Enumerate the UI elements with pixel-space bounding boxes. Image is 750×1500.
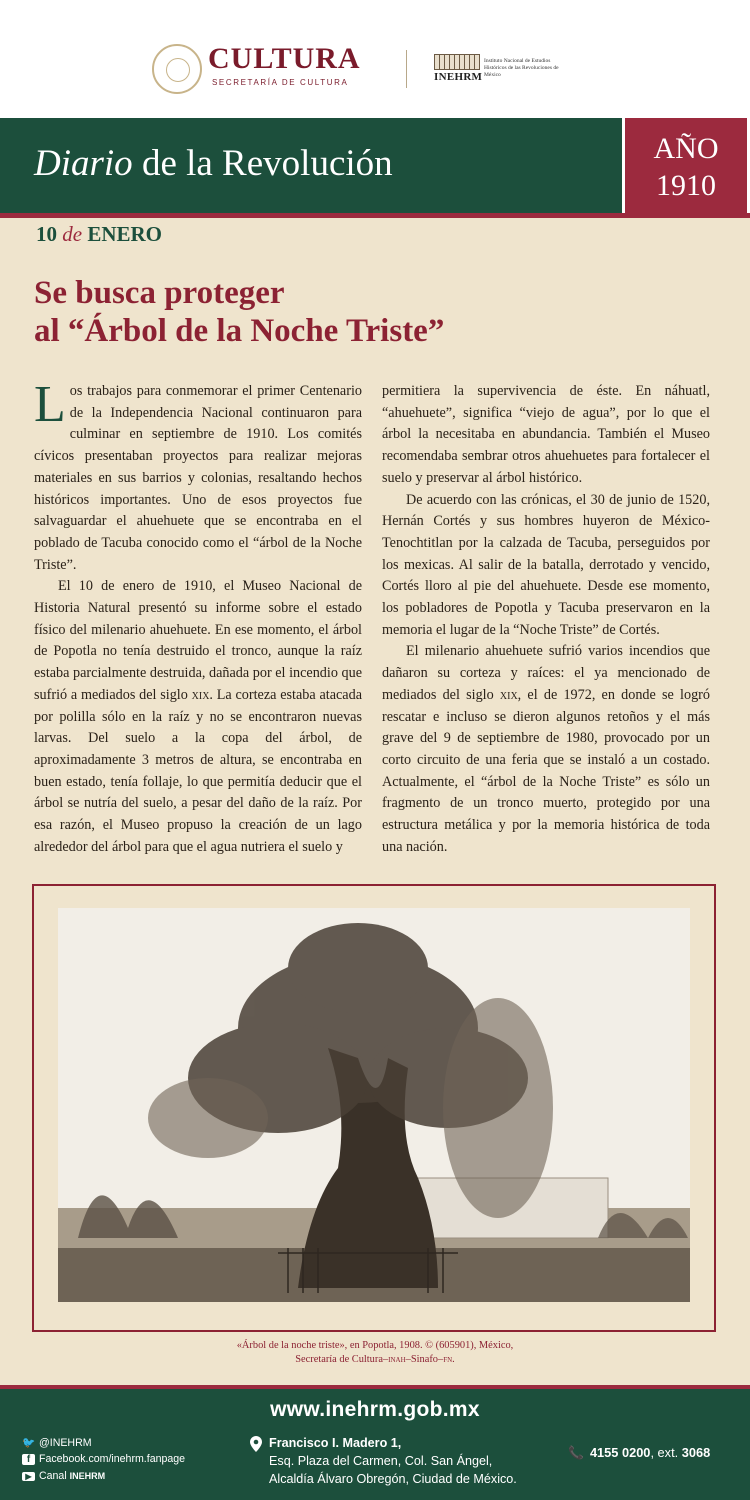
- paragraph-2-text-a: El 10 de enero de 1910, el Museo Nacional de Historia Natural presentó su informe sobre el estado físico del milenario ahuehuete. En ese momento, el árbol de Popotla no tenía destruido el tronco, aunque la raíz estaba parcialmente destruida, dañada por el incendio que sufrió a mediados del siglo: [34, 578, 362, 703]
- article-column-left: [34, 376, 362, 858]
- inehrm-logo: [434, 54, 483, 84]
- address-line-2: Esq. Plaza del Carmen, Col. San Ángel,: [269, 1454, 493, 1468]
- caption-fn: fn: [443, 1354, 453, 1365]
- historical-photo-tree: [58, 908, 690, 1302]
- year-label: AÑO: [653, 132, 719, 165]
- inehrm-logo-text: INEHRM: [434, 71, 483, 83]
- logo-divider: [406, 50, 407, 88]
- article-paragraph-3: De acuerdo con las crónicas, el 30 de junio de 1520, Hernán Cortés y sus hombres huyeron de México-Tenochtitlan por la calzada de Tacuba, perseguidos por los mexicas. Al salir de la batalla, derrotado y vencido, Cortés lloro al pie del ahuehuete. Desde ese momento, los pobladores de Popotla y Tacuba preservaron en la memoria el lugar de la “Noche Triste” de Cortés.: [382, 491, 710, 638]
- page-footer: [0, 1389, 750, 1500]
- photo-caption: [150, 1339, 600, 1367]
- paragraph-4-text-b: , el de 1972, en donde se logró rescatar e incluso se dieron algunos retoños y el más grave del 9 de septiembre de 1980, provocado por un corto circuito de una feria que se instaló a un costado. Actualmente, el “árbol de la Noche Triste” es sólo un fragmento de un tronco muerto, protegido por una estructura metálica y por la memoria histórica de toda una nación.: [382, 686, 710, 855]
- twitter-icon: 🐦: [22, 1437, 36, 1449]
- date-month: ENERO: [87, 222, 163, 246]
- twitter-link[interactable]: [22, 1436, 92, 1449]
- caption-2c: .: [452, 1354, 455, 1365]
- youtube-icon: ▶: [22, 1472, 35, 1481]
- phone-number[interactable]: [568, 1445, 710, 1461]
- caption-2a: Secretaría de Cultura–: [295, 1354, 389, 1365]
- caption-line-2: [150, 1353, 600, 1367]
- headline-line-1: Se busca proteger: [34, 275, 285, 311]
- headline-line-2: al “Árbol de la Noche Triste”: [34, 313, 445, 349]
- article-paragraph-4: [382, 641, 710, 858]
- paragraph-4-century: xix: [499, 686, 518, 703]
- paragraph-1-text: os trabajos para conmemorar el primer Centenario de la Independencia Nacional continuaron para culminar en septiembre de 1910. Los comités cívicos presentaban proyectos para realizar mejoras materiales en sus barrios y colonias, resaltando hechos históricos importantes. Uno de esos proyectos fue salvaguardar el ahuehuete que se encontraba en el poblado de Tacuba conocido como el “árbol de la Noche Triste”.: [34, 383, 362, 573]
- facebook-link[interactable]: [22, 1453, 185, 1465]
- series-title: [34, 142, 393, 185]
- year-value: 1910: [656, 169, 716, 202]
- date-day: 10: [36, 222, 57, 246]
- youtube-prefix: Canal: [39, 1470, 70, 1482]
- tree-photo-illustration: [58, 908, 690, 1302]
- address-line-3: Alcaldía Álvaro Obregón, Ciudad de México.: [269, 1472, 517, 1486]
- drop-cap: L: [34, 376, 66, 433]
- secretaria-de-cultura-text: SECRETARÍA DE CULTURA: [212, 78, 349, 87]
- paragraph-2-text-b: . La corteza estaba atacada por polilla sólo en la raíz y no se encontraron nuevas larvas. Del suelo a la copa del árbol, de aproximadamente 3 metros de altura, se encontraba en buen estado, tenía follaje, lo que permitía deducir que el árbol se nutría del suelo, a pesar del daño de la raíz. Por esa razón, el Museo propuso la creación de un lago alrededor del árbol para que el agua nutriera el suelo y: [34, 686, 362, 855]
- inehrm-building-icon: [434, 54, 480, 70]
- phone-icon: 📞: [568, 1445, 584, 1460]
- article-headline: [34, 274, 654, 350]
- phone-main: 4155 0200: [589, 1445, 651, 1460]
- twitter-handle: @INEHRM: [39, 1437, 92, 1449]
- address-street: Francisco I. Madero 1,: [269, 1436, 402, 1450]
- location-pin-icon: [250, 1436, 262, 1452]
- article-date: [36, 222, 162, 247]
- phone-ext-label: , ext.: [650, 1445, 682, 1460]
- title-band-underline: [0, 213, 750, 218]
- phone-ext: 3068: [681, 1445, 711, 1460]
- paragraph-4-text-a: El milenario ahuehuete sufrió varios incendios que dañaron su corteza y raíces: el ya mencionado de mediados del siglo: [382, 643, 710, 703]
- year-box: [622, 118, 750, 213]
- facebook-icon: f: [22, 1454, 35, 1465]
- article-paragraph-2: [34, 576, 362, 858]
- article-column-right-content: [382, 381, 710, 858]
- address-block: [250, 1434, 517, 1488]
- website-link[interactable]: www.inehrm.gob.mx: [270, 1398, 480, 1421]
- page-header: [0, 0, 750, 118]
- cultura-logo-text: CULTURA: [208, 42, 361, 75]
- caption-line-1: «Árbol de la noche triste», en Popotla, 1908. © (605901), México,: [236, 1340, 514, 1351]
- paragraph-2-century: xix: [191, 686, 210, 703]
- caption-inah: inah: [388, 1354, 406, 1365]
- article-paragraph-2-cont: permitiera la supervivencia de éste. En náhuatl, “ahuehuete”, significa “viejo de agua”, por lo que el árbol la necesitaba en abundancia. También el Museo recomendaba sembrar otros ahuehuetes para fortalecer el suelo y preservar al árbol histórico.: [382, 383, 710, 486]
- series-title-rest: de la Revolución: [132, 143, 393, 184]
- inehrm-description: Instituto Nacional de Estudios Históricos de las Revoluciones de México: [484, 58, 559, 78]
- caption-2b: –Sinafo–: [405, 1354, 444, 1365]
- coat-of-arms-seal-icon: [152, 44, 202, 94]
- youtube-channel: INEHRM: [69, 1471, 106, 1481]
- date-de: de: [62, 222, 83, 246]
- series-title-italic: Diario: [34, 143, 133, 184]
- article-paragraph-1: [34, 376, 362, 576]
- facebook-url: Facebook.com/inehrm.fanpage: [39, 1453, 186, 1465]
- youtube-link[interactable]: [22, 1470, 105, 1482]
